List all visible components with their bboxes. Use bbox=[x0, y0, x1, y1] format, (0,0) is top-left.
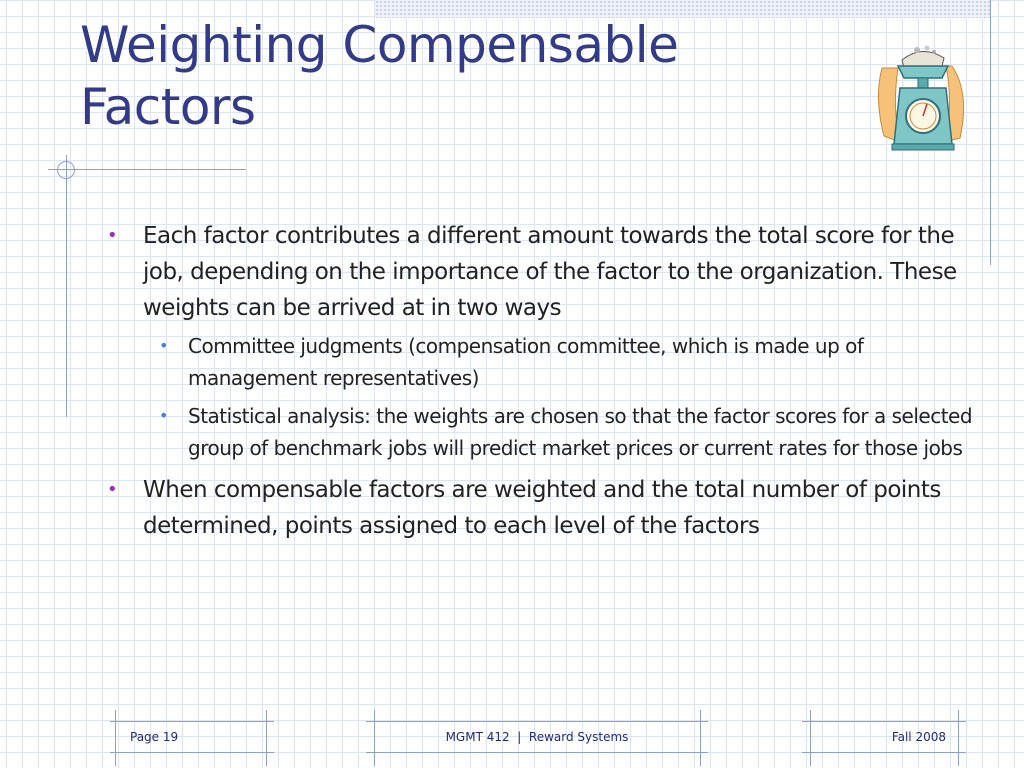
title-line-2: Factors bbox=[80, 78, 256, 136]
footer-term: Fall 2008 bbox=[891, 730, 946, 744]
title-underline bbox=[48, 169, 246, 170]
bullet-text: When compensable factors are weighted and the total number of points determined, points assigned to each level of the factors bbox=[143, 477, 941, 539]
page-title bbox=[80, 14, 678, 138]
sub-bullet-marker: • bbox=[159, 336, 168, 355]
kitchen-scale-icon bbox=[872, 38, 972, 156]
bullet-marker: • bbox=[107, 225, 118, 246]
rule-crossing-circle bbox=[57, 161, 75, 179]
title-line-1: Weighting Compensable bbox=[80, 16, 679, 74]
sub-bullet-item-2 bbox=[143, 400, 975, 464]
bullet-item-1 bbox=[105, 218, 975, 464]
footer-line bbox=[115, 710, 116, 766]
bullet-text: Each factor contributes a different amount towards the total score for the job, depending on the importance of the factor to the organization. These weights can be arrived at in two ways bbox=[143, 223, 957, 321]
sub-bullet-marker: • bbox=[159, 406, 168, 425]
left-rule bbox=[66, 155, 67, 417]
bullet-marker: • bbox=[107, 479, 118, 500]
sub-bullet-list bbox=[143, 330, 975, 464]
footer-line bbox=[266, 710, 267, 766]
bullet-item-2 bbox=[105, 472, 975, 544]
sub-bullet-text: Committee judgments (compensation committee, which is made up of management representatives) bbox=[188, 334, 864, 390]
footer-line bbox=[958, 710, 959, 766]
footer-course: MGMT 412 | Reward Systems bbox=[445, 730, 629, 744]
right-rule bbox=[990, 0, 991, 265]
sub-bullet-text: Statistical analysis: the weights are chosen so that the factor scores for a selected group of benchmark jobs will predict market prices or current rates for those jobs bbox=[188, 404, 973, 460]
bullet-list bbox=[105, 218, 975, 550]
sub-bullet-item-1 bbox=[143, 330, 975, 394]
footer-line bbox=[700, 710, 701, 766]
footer-page-number: Page 19 bbox=[130, 730, 179, 744]
